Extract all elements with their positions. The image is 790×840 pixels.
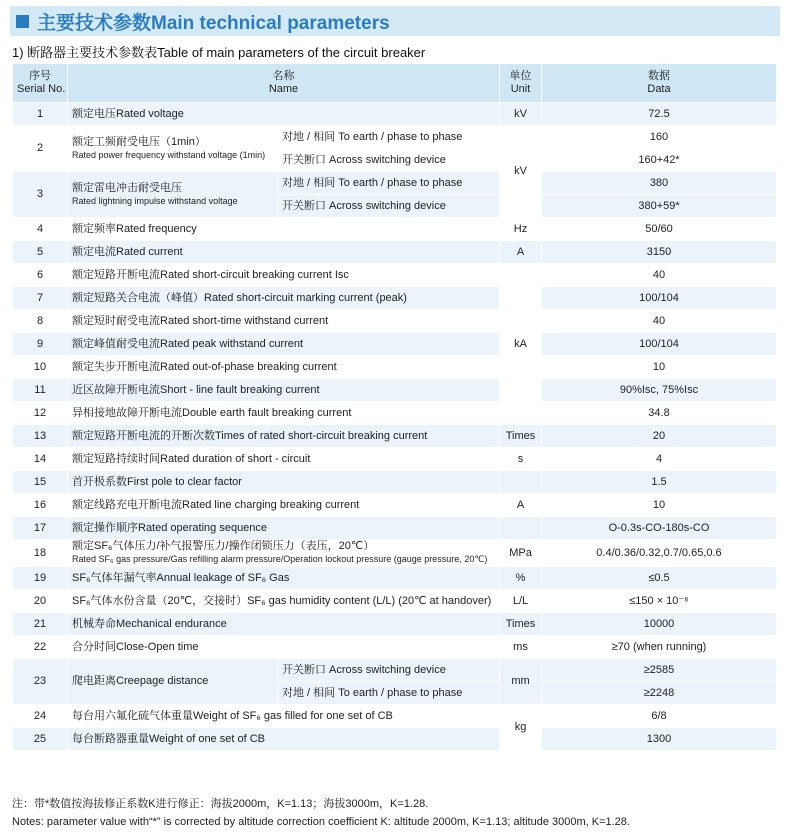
heading-square-icon: [16, 15, 29, 28]
row-unit: kV: [500, 126, 542, 218]
row-unit: Times: [500, 425, 542, 448]
row-subname: 开关断口 Across switching device: [278, 149, 500, 172]
row-name: 额定频率Rated frequency: [68, 218, 500, 241]
parameters-table: [12, 63, 777, 751]
table-row: [13, 448, 777, 471]
row-name: 首开极系数First pole to clear factor: [68, 471, 500, 494]
row-name: 合分时间Close-Open time: [68, 636, 500, 659]
row-subname: 开关断口 Across switching device: [278, 659, 500, 682]
row-name: 近区故障开断电流Short - line fault breaking current: [68, 379, 500, 402]
row-value: ≤150 × 10⁻⁶: [542, 590, 777, 613]
row-unit: A: [500, 241, 542, 264]
row-number: 22: [13, 636, 68, 659]
row-number: 21: [13, 613, 68, 636]
row-unit: s: [500, 448, 542, 471]
row-number: 4: [13, 218, 68, 241]
table-row: [13, 379, 777, 402]
row-unit: kA: [500, 264, 542, 425]
row-unit: L/L: [500, 590, 542, 613]
row-number: 12: [13, 402, 68, 425]
row-unit: Hz: [500, 218, 542, 241]
row-value: 1.5: [542, 471, 777, 494]
table-row: [13, 356, 777, 379]
table-header-row: [13, 64, 777, 103]
row-value: ≥2585: [542, 659, 777, 682]
row-value: ≤0.5: [542, 567, 777, 590]
table-row: [13, 728, 777, 751]
header-unit: 单位 Unit: [500, 64, 542, 103]
row-number: 1: [13, 103, 68, 126]
row-subname: 对地 / 相间 To earth / phase to phase: [278, 172, 500, 195]
row-number: 7: [13, 287, 68, 310]
row-name: 额定SF₆气体压力/补气报警压力/操作闭锁压力（表压，20℃） Rated SF₆ gas pressure/Gas refilling alarm pressure/Operation lockout pressure (gauge pressure, 20℃): [68, 540, 500, 567]
row-unit: kV: [500, 103, 542, 126]
row-subname: 开关断口 Across switching device: [278, 195, 500, 218]
row-value: 160: [542, 126, 777, 149]
row-value: ≥70 (when running): [542, 636, 777, 659]
row-name: 异相接地故障开断电流Double earth fault breaking current: [68, 402, 500, 425]
row-number: 11: [13, 379, 68, 402]
row-value: 6/8: [542, 705, 777, 728]
row-number: 10: [13, 356, 68, 379]
row-value: 40: [542, 264, 777, 287]
table-row: [13, 126, 777, 149]
row-unit: kg: [500, 705, 542, 751]
table-row: [13, 287, 777, 310]
row-value: 34.8: [542, 402, 777, 425]
row-number: 5: [13, 241, 68, 264]
note-english: Notes: parameter value with“*” is corrected by altitude correction coefficient K: altitude 2000m, K=1.13; altitude 3000m, K=1.28.: [12, 816, 630, 828]
header-data: 数据 Data: [542, 64, 777, 103]
row-value: 40: [542, 310, 777, 333]
row-unit: %: [500, 567, 542, 590]
row-value: 20: [542, 425, 777, 448]
row-number: 20: [13, 590, 68, 613]
row-number: 16: [13, 494, 68, 517]
row-name: 额定短路关合电流（峰值）Rated short-circuit marking current (peak): [68, 287, 500, 310]
row-value: ≥2248: [542, 682, 777, 705]
table-row: [13, 705, 777, 728]
table-row: [13, 172, 777, 195]
row-unit: A: [500, 494, 542, 517]
row-name: 额定短路开断电流Rated short-circuit breaking current Isc: [68, 264, 500, 287]
row-name: 额定工频耐受电压（1min） Rated power frequency withstand voltage (1min): [68, 126, 278, 172]
row-value: 3150: [542, 241, 777, 264]
table-row: [13, 659, 777, 682]
row-value: 72.5: [542, 103, 777, 126]
table-row: [13, 613, 777, 636]
row-number: 24: [13, 705, 68, 728]
row-number: 8: [13, 310, 68, 333]
row-subname: 对地 / 相间 To earth / phase to phase: [278, 682, 500, 705]
row-value: 4: [542, 448, 777, 471]
row-number: 9: [13, 333, 68, 356]
row-number: 23: [13, 659, 68, 705]
row-value: 100/104: [542, 287, 777, 310]
row-value: 380+59*: [542, 195, 777, 218]
row-name: 额定短路持续时间Rated duration of short - circuit: [68, 448, 500, 471]
row-unit: Times: [500, 613, 542, 636]
row-number: 18: [13, 540, 68, 567]
row-value: 160+42*: [542, 149, 777, 172]
row-unit: [500, 517, 542, 540]
row-name: 额定电压Rated voltage: [68, 103, 500, 126]
note-chinese: 注：带*数值按海拔修正系数K进行修正：海拔2000m，K=1.13；海拔3000m，K=1.28.: [12, 798, 429, 810]
row-number: 15: [13, 471, 68, 494]
row-value: 380: [542, 172, 777, 195]
row-name: 机械寿命Mechanical endurance: [68, 613, 500, 636]
table-row: [13, 241, 777, 264]
row-subname: 对地 / 相间 To earth / phase to phase: [278, 126, 500, 149]
row-name: 额定失步开断电流Rated out-of-phase breaking current: [68, 356, 500, 379]
row-value: O-0.3s-CO-180s-CO: [542, 517, 777, 540]
page-title: 主要技术参数Main technical parameters: [37, 12, 390, 34]
row-name: 每台断路器重量Weight of one set of CB: [68, 728, 500, 751]
row-unit: MPa: [500, 540, 542, 567]
row-name: 每台用六氟化硫气体重量Weight of SF₆ gas filled for one set of CB: [68, 705, 500, 728]
row-number: 6: [13, 264, 68, 287]
row-name: 额定操作顺序Rated operating sequence: [68, 517, 500, 540]
row-value: 10: [542, 494, 777, 517]
row-number: 2: [13, 126, 68, 172]
row-value: 0.4/0.36/0.32,0.7/0.65,0.6: [542, 540, 777, 567]
row-number: 13: [13, 425, 68, 448]
row-number: 25: [13, 728, 68, 751]
table-row: [13, 567, 777, 590]
row-name: 额定短路开断电流的开断次数Times of rated short-circuit breaking current: [68, 425, 500, 448]
row-name: 额定线路充电开断电流Rated line charging breaking current: [68, 494, 500, 517]
row-number: 17: [13, 517, 68, 540]
row-value: 100/104: [542, 333, 777, 356]
header-name: 名称 Name: [68, 64, 500, 103]
table-row: [13, 103, 777, 126]
row-value: 10: [542, 356, 777, 379]
table-row: [13, 471, 777, 494]
row-number: 14: [13, 448, 68, 471]
table-row: [13, 310, 777, 333]
row-value: 90%Isc, 75%Isc: [542, 379, 777, 402]
table-row: [13, 517, 777, 540]
row-unit: ms: [500, 636, 542, 659]
row-name: 额定峰值耐受电流Rated peak withstand current: [68, 333, 500, 356]
row-unit: [500, 471, 542, 494]
row-name: 额定电流Rated current: [68, 241, 500, 264]
row-value: 1300: [542, 728, 777, 751]
row-name: SF₆气体水份含量（20℃，交接时）SF₆ gas humidity content (L/L) (20℃ at handover): [68, 590, 500, 613]
table-row: [13, 494, 777, 517]
row-value: 10000: [542, 613, 777, 636]
row-name: 额定短时耐受电流Rated short-time withstand current: [68, 310, 500, 333]
row-number: 3: [13, 172, 68, 218]
heading-bar: [10, 6, 780, 36]
row-name: 爬电距离Creepage distance: [68, 659, 278, 705]
row-value: 50/60: [542, 218, 777, 241]
header-serial: 序号 Serial No.: [13, 64, 68, 103]
table-caption: 1) 断路器主要技术参数表Table of main parameters of the circuit breaker: [12, 45, 426, 60]
table-row: [13, 636, 777, 659]
row-name: 额定雷电冲击耐受电压 Rated lightning impulse withstand voltage: [68, 172, 278, 218]
table-row: [13, 402, 777, 425]
table-row: [13, 590, 777, 613]
row-name: SF₆气体年漏气率Annual leakage of SF₆ Gas: [68, 567, 500, 590]
row-number: 19: [13, 567, 68, 590]
row-unit: mm: [500, 659, 542, 705]
table-row: [13, 425, 777, 448]
footnotes: [12, 795, 630, 831]
table-row: [13, 540, 777, 567]
table-row: [13, 333, 777, 356]
table-row: [13, 264, 777, 287]
table-row: [13, 218, 777, 241]
